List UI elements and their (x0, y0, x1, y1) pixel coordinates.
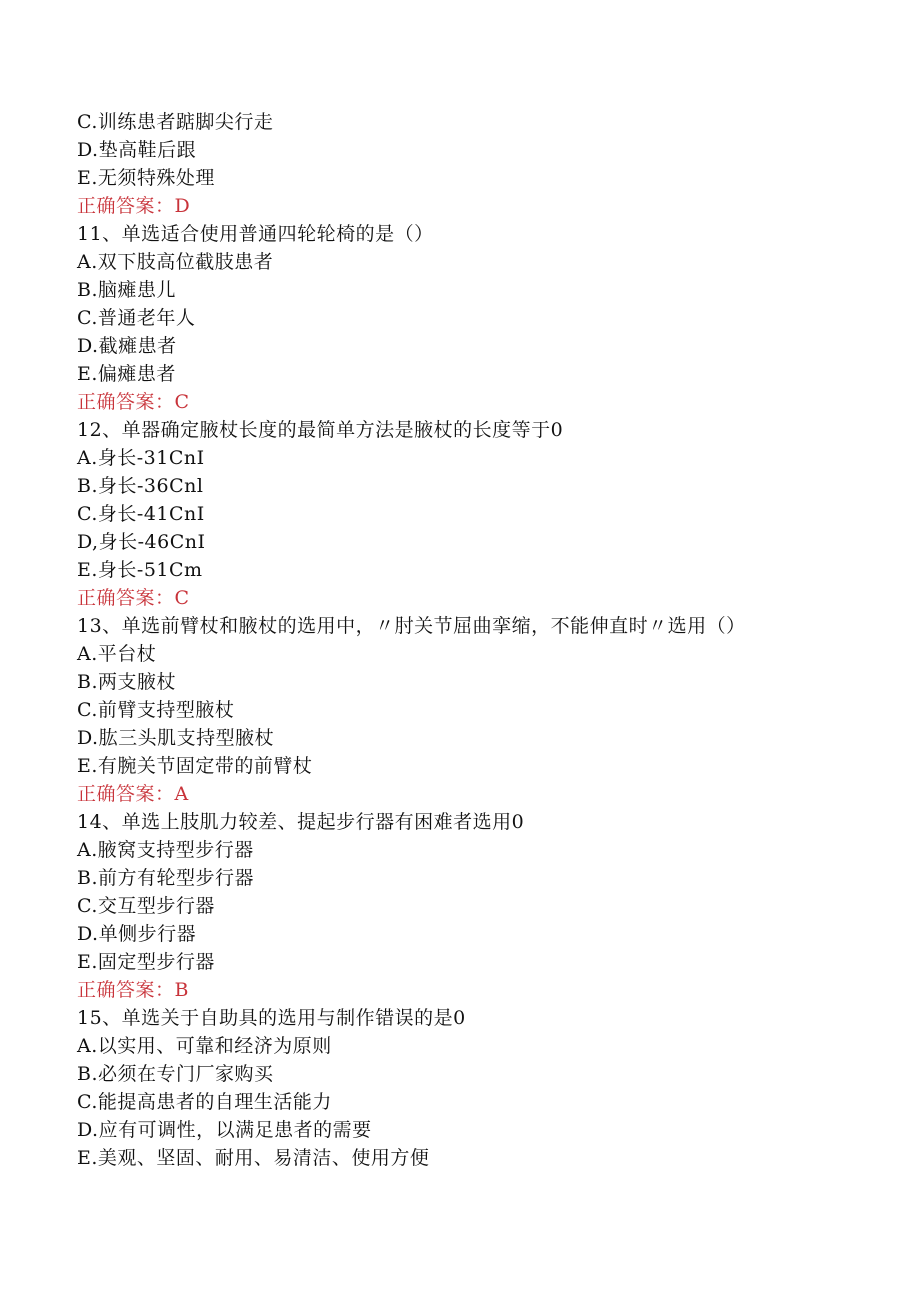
option-e: E.身长-51Cm (77, 559, 203, 581)
option-d: D.截瘫患者 (77, 335, 177, 357)
question-stem: 15、单选关于自助具的选用与制作错误的是0 (77, 1007, 466, 1029)
answer-value: C (174, 391, 190, 413)
option-c: C.前臂支持型腋杖 (77, 699, 235, 721)
question-stem: 13、单选前臂杖和腋杖的选用中，〃肘关节屈曲挛缩，不能伸直时〃选用（） (77, 615, 746, 637)
option-a: A.身长-31CnI (77, 447, 205, 469)
correct-answer (77, 192, 877, 220)
option-b: B.前方有轮型步行器 (77, 867, 255, 889)
option-d: D.单侧步行器 (77, 923, 197, 945)
option-d: D.肱三头肌支持型腋杖 (77, 727, 275, 749)
option-e: E.有腕关节固定带的前臂杖 (77, 755, 313, 777)
answer-value: C (174, 587, 190, 609)
question-stem: 14、单选上肢肌力较差、提起步行器有困难者选用0 (77, 811, 525, 833)
correct-answer (77, 976, 877, 1004)
answer-label: 正确答案： (77, 391, 175, 413)
option-e: E.固定型步行器 (77, 951, 215, 973)
correct-answer (77, 780, 877, 808)
question-stem: 12、单器确定腋杖长度的最简单方法是腋杖的长度等于0 (77, 419, 564, 441)
option-b: B.脑瘫患儿 (77, 279, 177, 301)
option-c: C.能提高患者的自理生活能力 (77, 1091, 332, 1113)
correct-answer (77, 584, 877, 612)
answer-value: D (174, 195, 191, 217)
correct-answer (77, 388, 877, 416)
document-content (77, 108, 877, 1172)
option-a: A.双下肢高位截肢患者 (77, 251, 274, 273)
option-e: E.无须特殊处理 (77, 167, 215, 189)
option-d: D.应有可调性，以满足患者的需要 (77, 1119, 372, 1141)
answer-label: 正确答案： (77, 979, 175, 1001)
option-a: A.平台杖 (77, 643, 157, 665)
answer-value: A (174, 783, 189, 805)
answer-label: 正确答案： (77, 783, 175, 805)
option-d: D,身长-46CnI (77, 531, 206, 553)
option-b: B.必须在专门厂家购买 (77, 1063, 274, 1085)
answer-label: 正确答案： (77, 195, 175, 217)
answer-value: B (174, 979, 189, 1001)
option-e: E.美观、坚固、耐用、易清洁、使用方便 (77, 1147, 430, 1169)
option-c: C.训练患者踮脚尖行走 (77, 111, 274, 133)
answer-label: 正确答案： (77, 587, 175, 609)
option-d: D.垫高鞋后跟 (77, 139, 197, 161)
option-b: B.两支腋杖 (77, 671, 177, 693)
option-c: C.身长-41CnI (77, 503, 205, 525)
option-a: A.以实用、可靠和经济为原则 (77, 1035, 332, 1057)
option-c: C.普通老年人 (77, 307, 196, 329)
option-a: A.腋窝支持型步行器 (77, 839, 254, 861)
option-b: B.身长-36Cnl (77, 475, 204, 497)
option-c: C.交互型步行器 (77, 895, 215, 917)
option-e: E.偏瘫患者 (77, 363, 176, 385)
question-stem: 11、单选适合使用普通四轮轮椅的是（） (77, 223, 434, 245)
